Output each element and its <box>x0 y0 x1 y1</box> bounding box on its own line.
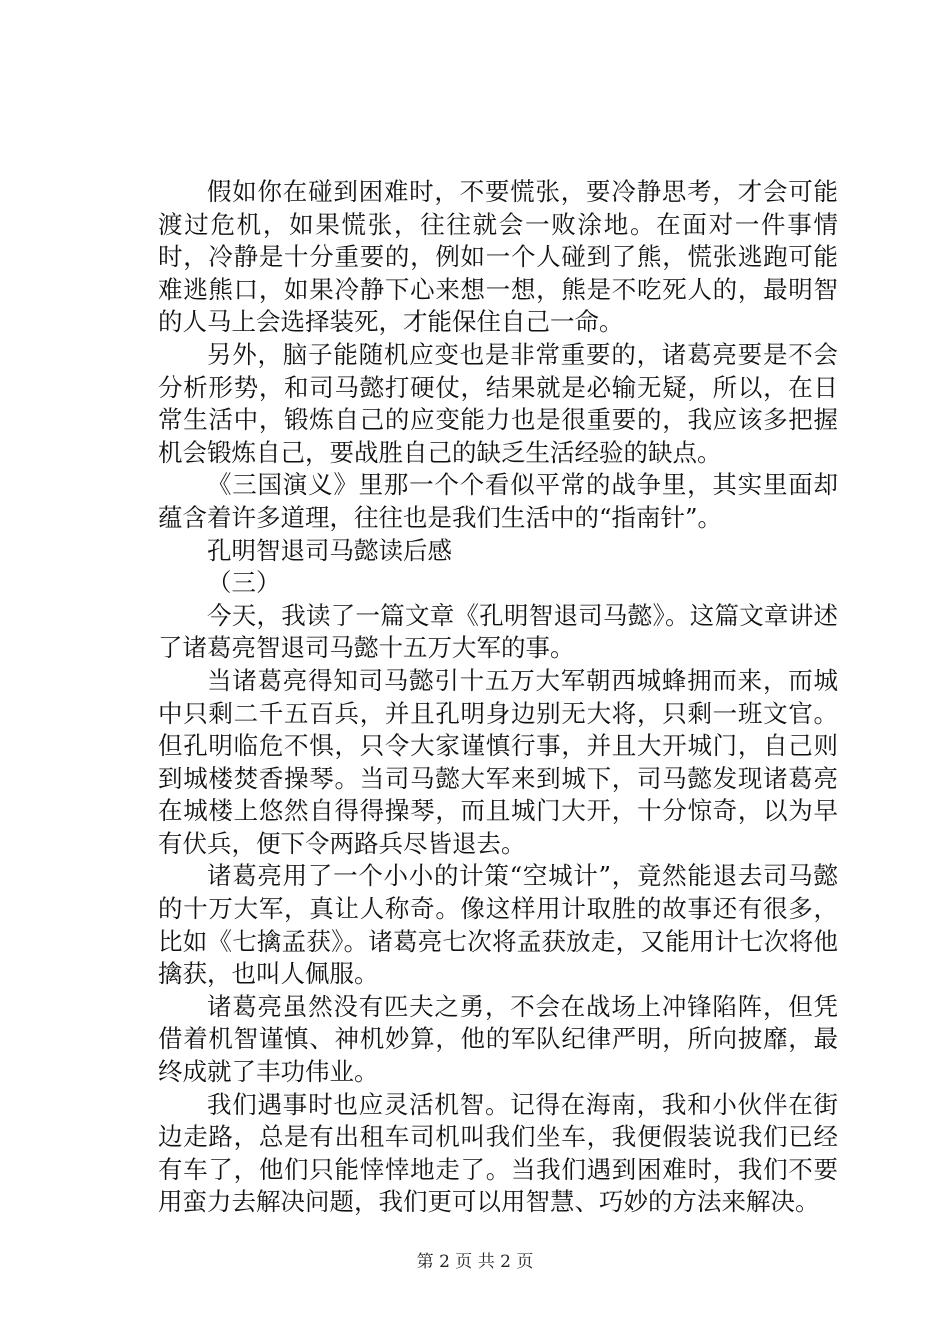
paragraph: 当诸葛亮得知司马懿引十五万大军朝西城蜂拥而来，而城中只剩二千五百兵，并且孔明身边别无大将，只剩一班文官。但孔明临危不惧，只令大家谨慎行事，并且大开城门，自己则到城楼焚香操琴。当司马懿大军来到城下，司马懿发现诸葛亮在城楼上悠然自得得操琴，而且城门大开，十分惊奇，以为早有伏兵，便下令两路兵尽皆退去。 <box>158 665 838 858</box>
page-number: 第 2 页 共 2 页 <box>416 1252 534 1272</box>
section-number: （三） <box>207 568 281 598</box>
paragraph: 另外，脑子能随机应变也是非常重要的，诸葛亮要是不会分析形势，和司马懿打硬仗，结果就是必输无疑，所以，在日常生活中，锻炼自己的应变能力也是很重要的，我应该多把握机会锻炼自己，要战胜自己的缺乏生活经验的缺点。 <box>158 339 838 467</box>
paragraph: 假如你在碰到困难时，不要慌张，要冷静思考，才会可能渡过危机，如果慌张，往往就会一败涂地。在面对一件事情时，冷静是十分重要的，例如一个人碰到了熊，慌张逃跑可能难逃熊口，如果冷静下心来想一想，熊是不吃死人的，最明智的人马上会选择装死，才能保住自己一命。 <box>158 177 838 337</box>
section-title: 孔明智退司马懿读后感 <box>207 535 452 565</box>
paragraph: 今天，我读了一篇文章《孔明智退司马懿》。这篇文章讲述了诸葛亮智退司马懿十五万大军的事。 <box>158 600 838 663</box>
paragraph: 《三国演义》里那一个个看似平常的战争里，其实里面却蕴含着许多道理，往往也是我们生活中的“指南针”。 <box>158 470 838 532</box>
paragraph: 我们遇事时也应灵活机智。记得在海南，我和小伙伴在街边走路，总是有出租车司机叫我们坐车，我便假装说我们已经有车了，他们只能悻悻地走了。当我们遇到困难时，我们不要用蛮力去解决问题，我们更可以用智慧、巧妙的方法来解决。 <box>158 1089 838 1217</box>
document-body <box>158 176 838 1219</box>
paragraph: 诸葛亮用了一个小小的计策“空城计”，竟然能退去司马懿的十万大军，真让人称奇。像这样用计取胜的故事还有很多，比如《七擒孟获》。诸葛亮七次将孟获放走，又能用计七次将他擒获，也叫人佩服。 <box>158 861 838 989</box>
paragraph: 诸葛亮虽然没有匹夫之勇，不会在战场上冲锋陷阵，但凭借着机智谨慎、神机妙算，他的军队纪律严明，所向披靡，最终成就了丰功伟业。 <box>158 991 838 1087</box>
page-footer <box>0 1252 950 1272</box>
